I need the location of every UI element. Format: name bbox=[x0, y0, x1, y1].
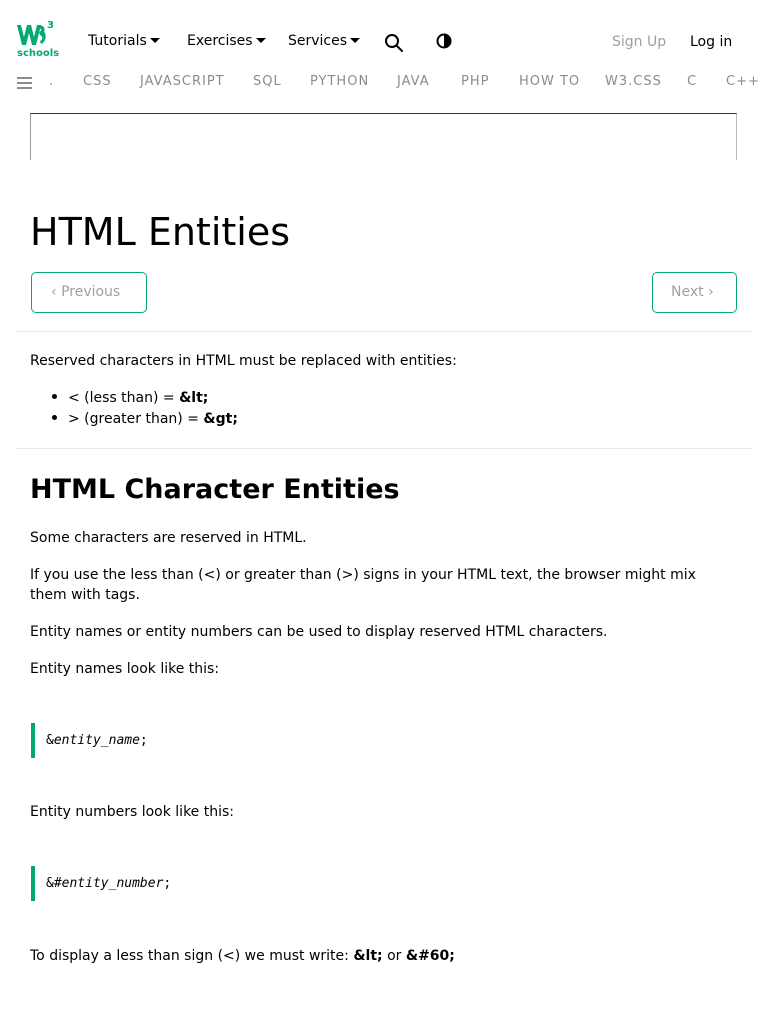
chevron-right-icon: › bbox=[708, 284, 714, 300]
chevron-left-icon: ‹ bbox=[51, 284, 57, 300]
example-placeholder: entity_number bbox=[61, 876, 164, 891]
subnav-item-w3css[interactable]: W3.CSS bbox=[605, 74, 662, 89]
example-suffix: ; bbox=[163, 876, 172, 891]
previous-label: Previous bbox=[61, 284, 121, 300]
search-button[interactable] bbox=[384, 33, 404, 53]
example-placeholder: entity_name bbox=[53, 733, 140, 748]
subnav-item-java[interactable]: JAVA bbox=[397, 74, 430, 89]
logo-mark-icon bbox=[16, 22, 48, 48]
section-title: HTML Character Entities bbox=[30, 474, 400, 505]
menu-services-label: Services bbox=[288, 33, 348, 49]
intro-text: Reserved characters in HTML must be replaced with entities: bbox=[30, 353, 457, 369]
next-label: Next bbox=[671, 284, 704, 300]
paragraph: Entity numbers look like this: bbox=[30, 804, 234, 820]
entity-name-example bbox=[31, 723, 731, 758]
less-than-text: To display a less than sign (<) we must write: bbox=[30, 948, 354, 964]
bullet-text: > (greater than) = bbox=[68, 411, 204, 427]
menu-services[interactable] bbox=[288, 33, 360, 49]
list-item bbox=[52, 409, 238, 430]
caret-down-icon bbox=[150, 38, 160, 43]
menu-tutorials-label: Tutorials bbox=[88, 33, 147, 49]
paragraph: Entity names look like this: bbox=[30, 661, 220, 677]
page-title: HTML Entities bbox=[30, 210, 291, 254]
subnav-item-sql[interactable]: SQL bbox=[253, 74, 282, 89]
caret-down-icon bbox=[350, 38, 360, 43]
subnav-item-partial[interactable]: . bbox=[49, 74, 55, 89]
menu-tutorials[interactable] bbox=[88, 33, 160, 49]
bullet-entity: &lt; bbox=[179, 390, 209, 406]
example-prefix: &# bbox=[46, 876, 62, 891]
divider bbox=[15, 331, 753, 332]
hamburger-icon[interactable] bbox=[17, 77, 32, 88]
logo-superscript: 3 bbox=[47, 20, 54, 31]
subnav-item-php[interactable]: PHP bbox=[461, 74, 490, 89]
caret-down-icon bbox=[256, 38, 266, 43]
bullet-icon bbox=[52, 394, 57, 399]
paragraph: Some characters are reserved in HTML. bbox=[30, 530, 307, 546]
paragraph: them with tags. bbox=[30, 587, 140, 603]
menu-exercises[interactable] bbox=[187, 33, 266, 49]
contrast-icon bbox=[436, 33, 452, 49]
example-suffix: ; bbox=[139, 733, 148, 748]
subnav-item-cpp[interactable]: C++ bbox=[726, 74, 760, 89]
ad-frame bbox=[30, 113, 737, 160]
entity-number-example bbox=[31, 866, 731, 901]
entity-60: &#60; bbox=[405, 948, 455, 964]
or-text: or bbox=[382, 948, 406, 964]
paragraph: If you use the less than (<) or greater than (>) signs in your HTML text, the browser might mix bbox=[30, 567, 696, 583]
w3schools-logo[interactable] bbox=[16, 22, 58, 62]
search-icon bbox=[384, 33, 404, 53]
subnav-item-javascript[interactable]: JAVASCRIPT bbox=[140, 74, 225, 89]
top-header bbox=[0, 0, 768, 66]
logo-text: schools bbox=[17, 48, 60, 59]
sign-up-link[interactable]: Sign Up bbox=[612, 34, 667, 50]
bullet-text: < (less than) = bbox=[68, 390, 180, 406]
divider bbox=[15, 448, 753, 449]
menu-exercises-label: Exercises bbox=[187, 33, 253, 49]
bullet-entity: &gt; bbox=[203, 411, 238, 427]
subject-nav bbox=[0, 66, 768, 98]
contrast-toggle-button[interactable] bbox=[436, 33, 452, 49]
previous-button[interactable] bbox=[31, 272, 147, 313]
paragraph: Entity names or entity numbers can be used to display reserved HTML characters. bbox=[30, 624, 608, 640]
paragraph bbox=[30, 946, 455, 966]
subnav-item-how-to[interactable]: HOW TO bbox=[519, 74, 581, 89]
entity-list bbox=[52, 388, 238, 430]
next-button[interactable] bbox=[652, 272, 737, 313]
log-in-link[interactable]: Log in bbox=[690, 34, 733, 50]
subnav-item-python[interactable]: PYTHON bbox=[310, 74, 370, 89]
example-prefix: & bbox=[46, 733, 54, 748]
entity-lt: &lt; bbox=[353, 948, 383, 964]
subnav-item-c[interactable]: C bbox=[687, 74, 698, 89]
list-item bbox=[52, 388, 238, 409]
subnav-item-css[interactable]: CSS bbox=[83, 74, 112, 89]
bullet-icon bbox=[52, 415, 57, 420]
